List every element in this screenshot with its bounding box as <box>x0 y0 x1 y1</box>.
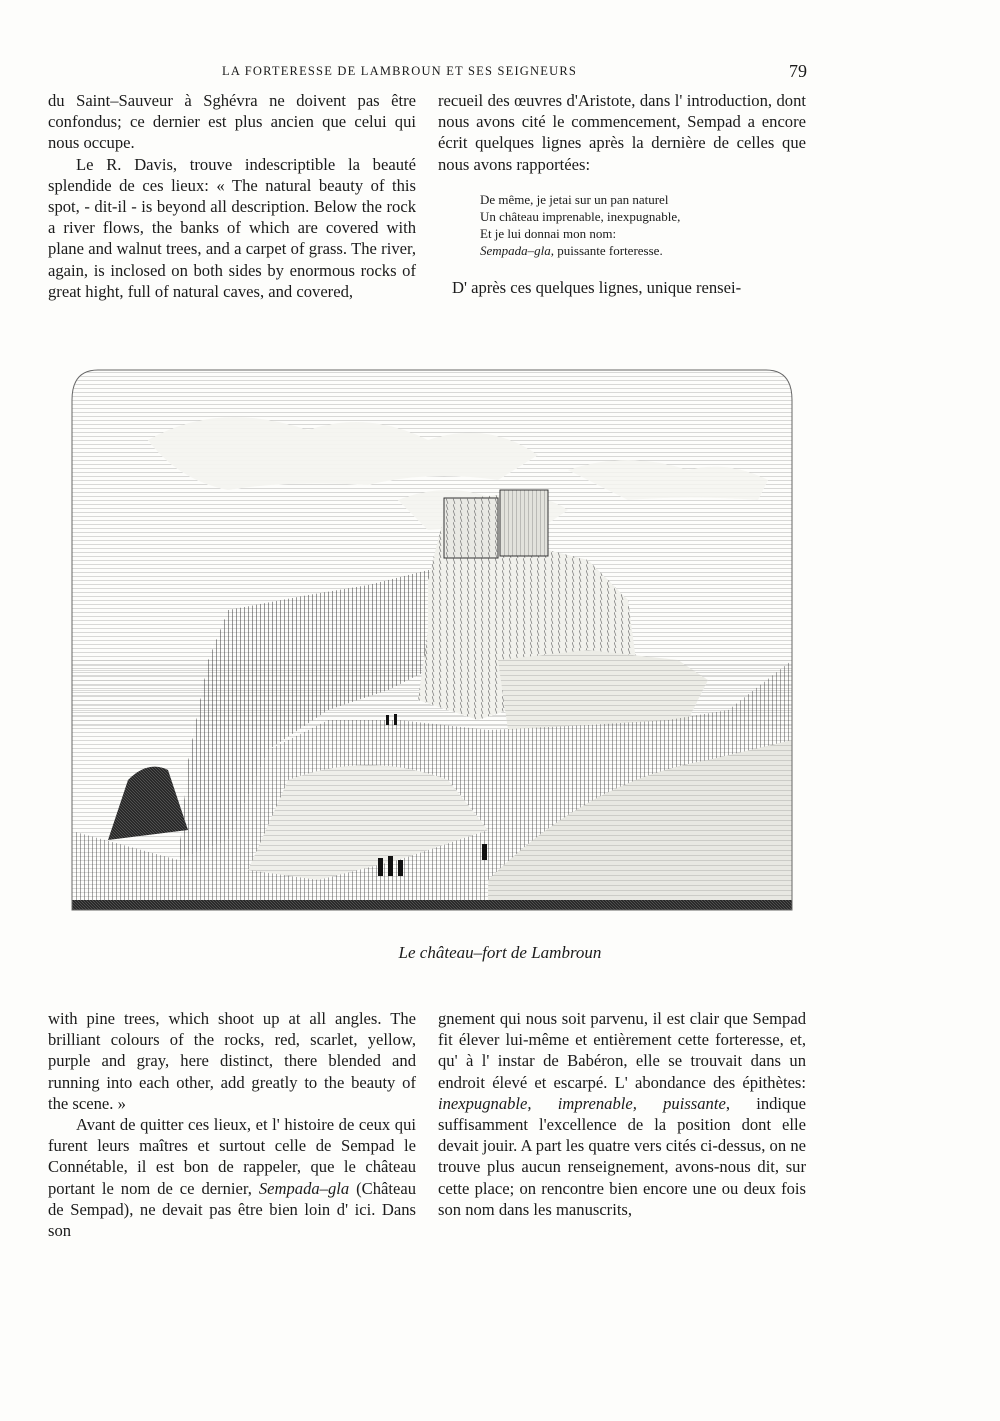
text-run: (Château de Sempad), ne devait pas être bien loin d' ici. Dans son <box>48 1178 416 1241</box>
paragraph: recueil des œuvres d'Aristote, dans l' introduction, dont nous avons cité le commencement, Sempad a encore écrit quelques lignes après la dernière de celles que nous avons rapportées: <box>438 91 806 174</box>
castle-engraving <box>68 360 796 916</box>
figure-caption: Le château–fort de Lambroun <box>398 943 602 962</box>
paragraph <box>438 1008 806 1220</box>
column-bottom-left <box>48 1008 416 1241</box>
verse-text: puissante forteresse. <box>554 242 663 258</box>
paragraph: du Saint–Sauveur à Sghévra ne doivent pas être confondus; ce dernier est plus ancien que celui qui nous occupe. <box>48 91 416 153</box>
paragraph: D' après ces quelques lignes, unique rensei- <box>452 277 742 297</box>
text-run: Avant de quitter ces lieux, et l' histoire de ceux qui furent leurs maîtres et surtout celle de Sempad le Connétable, il est bon de rappeler, que le château portant le nom de ce dernier, <box>48 1115 416 1198</box>
page-header <box>0 61 1000 84</box>
verse-line: Un château imprenable, inexpugnable, <box>480 208 681 224</box>
verse-line <box>480 242 806 259</box>
verse-quote <box>480 191 806 259</box>
verse-line: De même, je jetai sur un pan naturel <box>480 191 669 207</box>
column-top-left <box>48 90 416 302</box>
running-head: LA FORTERESSE DE LAMBROUN ET SES SEIGNEURS <box>222 64 578 78</box>
verse-line: Et je lui donnai mon nom: <box>480 225 617 241</box>
emphasis: inexpugnable, imprenable, puissante <box>438 1093 726 1113</box>
text-run: gnement qui nous soit parvenu, il est clair que Sempad fit élever lui-même et entièrement cette forteresse, et, qu' à l' instar de Babéron, elle se trouvait dans un endroit élevé et escarpé. L' abondance des épithètes: <box>438 1009 806 1092</box>
text-run: , indique suffisamment l'excellence de la position dont elle devait jouir. A part les quatre vers cités ci-dessus, on ne trouve plus aucun renseignement, avons-nous dit, sur cette place; on rencontre bien encore une ou deux fois son nom dans les manuscrits, <box>438 1093 806 1219</box>
emphasis: Sempada–gla <box>258 1178 350 1198</box>
page-number: 79 <box>789 61 807 81</box>
paragraph: with pine trees, which shoot up at all angles. The brilliant colours of the rocks, red, scarlet, yellow, purple and gray, here distinct, there blended and running into each other, add greatly to the beauty of the scene. » <box>48 1009 416 1113</box>
paragraph <box>48 1114 416 1241</box>
engraving-illustration <box>68 360 796 916</box>
column-top-right <box>438 90 806 298</box>
column-bottom-right <box>438 1008 806 1220</box>
verse-italic: Sempada–gla, <box>480 242 555 258</box>
paragraph: Le R. Davis, trouve indescriptible la beauté splendide de ces lieux: « The natural beauty of this spot, - dit-il - is beyond all description. Below the rock a river flows, the banks of which are covered with plane and walnut trees, and a carpet of grass. The river, again, is inclosed on both sides by enormous rocks of great hight, full of natural caves, and covered, <box>48 154 416 301</box>
